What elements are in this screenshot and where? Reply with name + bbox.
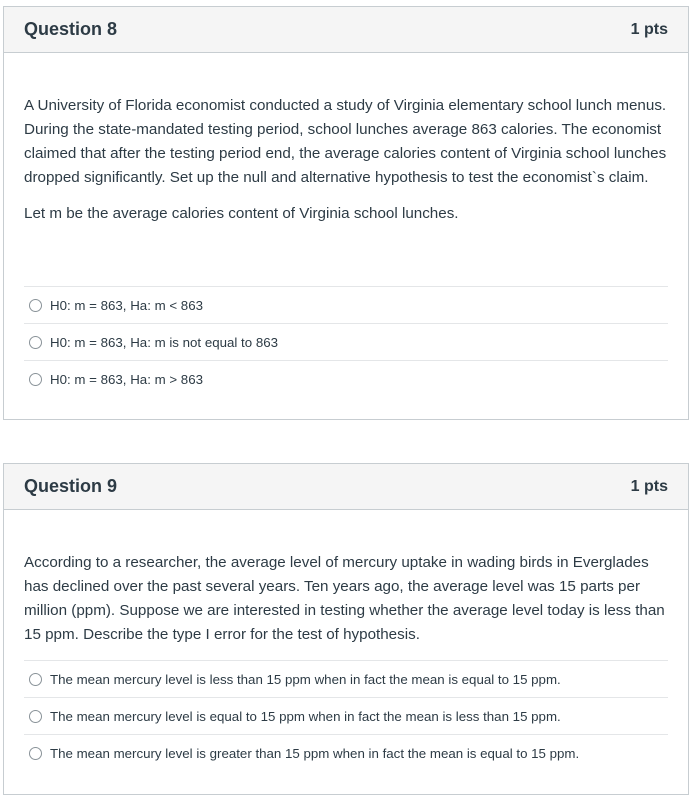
answer-label: The mean mercury level is less than 15 ppm when in fact the mean is equal to 15 ppm. (50, 671, 561, 687)
question-header (4, 464, 688, 510)
answer-label: H0: m = 863, Ha: m is not equal to 863 (50, 334, 279, 350)
radio-button[interactable] (29, 299, 42, 312)
question-text (4, 510, 688, 647)
question-title: Question 8 (24, 19, 118, 39)
answer-list (24, 660, 668, 772)
answer-option[interactable] (24, 661, 668, 698)
question-text (4, 53, 688, 226)
question-9-card (3, 463, 689, 795)
answer-list (24, 286, 668, 398)
question-title: Question 9 (24, 476, 118, 496)
answer-option[interactable] (24, 361, 668, 398)
answer-label: H0: m = 863, Ha: m > 863 (50, 372, 203, 387)
answer-option[interactable] (24, 698, 668, 735)
question-header (4, 7, 688, 53)
question-paragraph: Let m be the average calories content of Virginia school lunches. (24, 205, 459, 222)
question-8-card (3, 6, 689, 420)
answer-option[interactable] (24, 324, 668, 361)
radio-button[interactable] (29, 336, 42, 349)
question-points: 1 pts (630, 20, 668, 38)
question-points: 1 pts (630, 477, 668, 495)
answer-option[interactable] (24, 735, 668, 772)
radio-button[interactable] (29, 710, 42, 723)
radio-button[interactable] (29, 747, 42, 760)
answer-label: The mean mercury level is equal to 15 ppm when in fact the mean is less than 15 ppm. (50, 708, 561, 724)
answer-option[interactable] (24, 287, 668, 324)
radio-button[interactable] (29, 673, 42, 686)
radio-button[interactable] (29, 373, 42, 386)
question-paragraph: According to a researcher, the average level of mercury uptake in wading birds in Everglades has declined over the past several years. Ten years ago, the average level was 15 parts per million (ppm). Suppose we are interested in testing whether the average level today is less than 15 ppm. Describe the type I error for the test of hypothesis. (24, 554, 665, 643)
answer-label: H0: m = 863, Ha: m < 863 (50, 297, 203, 313)
answer-label: The mean mercury level is greater than 15 ppm when in fact the mean is equal to 15 ppm. (50, 746, 580, 761)
question-paragraph: A University of Florida economist conducted a study of Virginia elementary school lunch menus. During the state-mandated testing period, school lunches average 863 calories. The economist claimed that after the testing period end, the average calories content of Virginia school lunches dropped significantly. Set up the null and alternative hypothesis to test the economist`s claim. (24, 97, 667, 186)
